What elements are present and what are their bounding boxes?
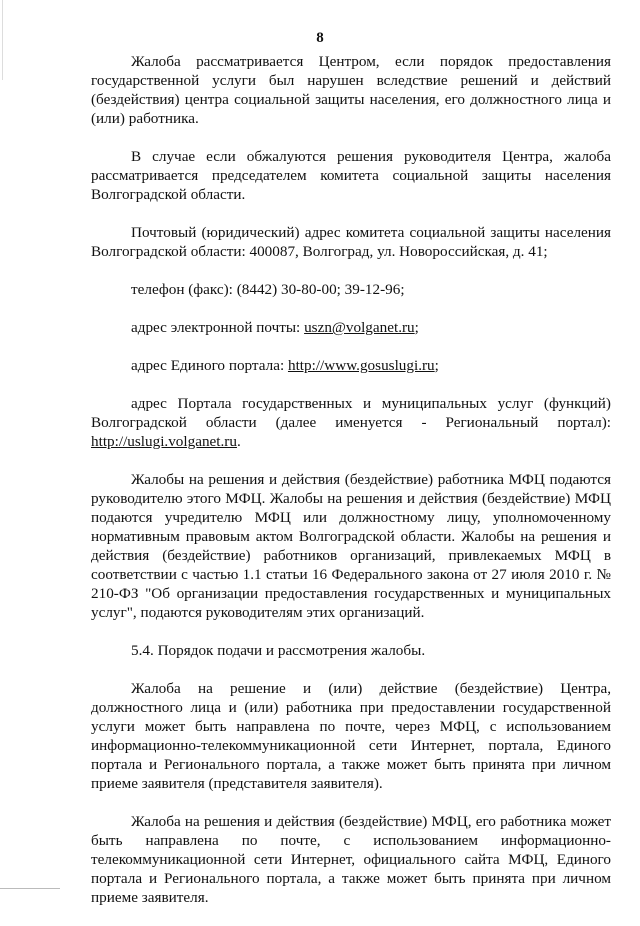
- regional-portal-suffix: .: [236, 433, 241, 450]
- email-label: адрес электронной почты:: [131, 319, 305, 336]
- paragraph-postal-address: Почтовый (юридический) адрес комитета социальной защиты населения Волгоградской области: 400087, Волгоград, ул. Новороссийская, д. 41;: [91, 224, 611, 260]
- paragraph-complaint-submission: Жалоба на решение и (или) действие (бездействие) Центра, должностного лица и (или) работника при предоставлении государственной услуги может быть направлена по почте, через МФЦ, с использованием информационно-телекоммуникационной сети Интернет, портала, Единого портала и Регионального портала, а также может быть принята при личном приеме заявителя (представителя заявителя).: [91, 680, 611, 792]
- paragraph-unified-portal: [91, 356, 611, 375]
- paragraph-regional-portal: [91, 394, 611, 451]
- regional-portal-label: адрес Портала государственных и муниципальных услуг (функций) Волгоградской области (далее именуется - Региональный портал):: [91, 395, 611, 431]
- regional-portal-link[interactable]: http://uslugi.volganet.ru: [91, 433, 237, 450]
- paragraph-mfc-complaint-submission: Жалоба на решения и действия (бездействие) МФЦ, его работника может быть направлена по почте, с использованием информационно-телекоммуникационной сети Интернет, официального сайта МФЦ, Единого портала и Регионального портала, а также может быть принята при личном приеме заявителя.: [91, 813, 611, 906]
- page-number: 8: [316, 30, 324, 46]
- unified-portal-label: адрес Единого портала:: [131, 357, 288, 374]
- email-link[interactable]: uszn@volganet.ru: [304, 319, 415, 336]
- section-heading-5-4: 5.4. Порядок подачи и рассмотрения жалобы.: [131, 642, 426, 659]
- scan-bottom-mark: [0, 888, 60, 889]
- document-body: [91, 52, 611, 926]
- unified-portal-suffix: ;: [434, 357, 439, 374]
- paragraph-phone: телефон (факс): (8442) 30-80-00; 39-12-96;: [131, 281, 405, 298]
- paragraph-email: [91, 318, 611, 337]
- email-suffix: ;: [414, 319, 419, 336]
- paragraph-mfc-complaints: Жалобы на решения и действия (бездействие) работника МФЦ подаются руководителю этого МФЦ. Жалобы на решения и действия (бездействие) МФЦ подаются учредителю МФЦ или должностному лицу, уполномоченному нормативным правовым актом Волгоградской области. Жалобы на решения и действия (бездействие) работников организаций, привлекаемых МФЦ в соответствии с частью 1.1 статьи 16 Федерального закона от 27 июля 2010 г. № 210-ФЗ "Об организации предоставления государственных и муниципальных услуг", подаются руководителям этих организаций.: [91, 471, 611, 621]
- unified-portal-link[interactable]: http://www.gosuslugi.ru: [287, 357, 435, 374]
- paragraph-complaint-head: В случае если обжалуются решения руководителя Центра, жалоба рассматривается председателем комитета социальной защиты населения Волгоградской области.: [91, 148, 611, 203]
- paragraph-complaint-center: Жалоба рассматривается Центром, если порядок предоставления государственной услуги был нарушен вследствие решений и действий (бездействия) центра социальной защиты населения, его должностного лица и (или) работника.: [91, 53, 611, 127]
